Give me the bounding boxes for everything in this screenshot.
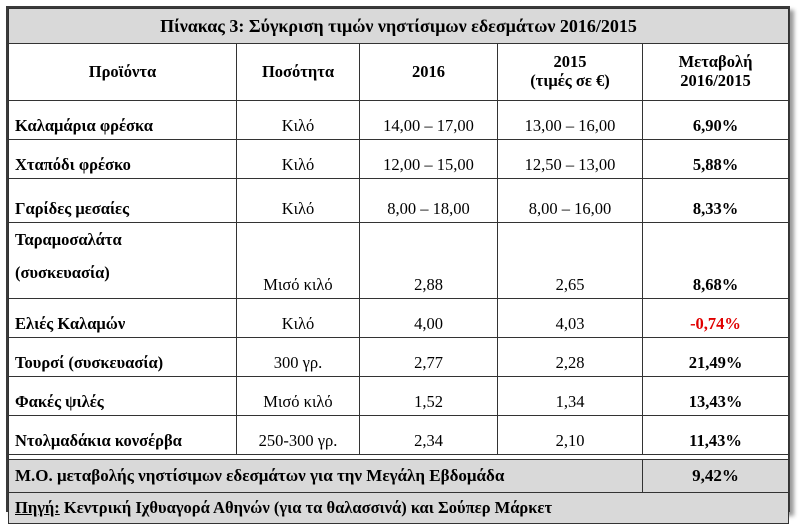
- product-name: Χταπόδι φρέσκο: [9, 140, 237, 179]
- price-2015: 13,00 – 16,00: [498, 101, 643, 140]
- header-2016: 2016: [360, 44, 498, 101]
- price-comparison-table: [6, 6, 790, 517]
- header-product: Προϊόντα: [9, 44, 237, 101]
- change-percent: 8,33%: [643, 179, 789, 223]
- product-name-line1: Ταραμοσαλάτα: [15, 230, 122, 249]
- source-row: [9, 493, 789, 524]
- change-percent: 21,49%: [643, 338, 789, 377]
- change-percent: 6,90%: [643, 101, 789, 140]
- quantity: 250-300 γρ.: [237, 416, 360, 455]
- header-quantity: Ποσότητα: [237, 44, 360, 101]
- price-2015: 1,34: [498, 377, 643, 416]
- quantity: Μισό κιλό: [237, 223, 360, 299]
- table-row: [9, 140, 789, 179]
- header-change-period: 2016/2015: [680, 71, 751, 90]
- product-name-line2: (συσκευασία): [15, 262, 110, 282]
- product-name: Γαρίδες μεσαίες: [9, 179, 237, 223]
- price-2016: 2,34: [360, 416, 498, 455]
- table: [8, 8, 789, 524]
- price-2016: 2,77: [360, 338, 498, 377]
- price-2016: 4,00: [360, 299, 498, 338]
- quantity: Μισό κιλό: [237, 377, 360, 416]
- price-2016: 14,00 – 17,00: [360, 101, 498, 140]
- product-name: Φακές ψιλές: [9, 377, 237, 416]
- title-row: [9, 9, 789, 44]
- table-row: [9, 338, 789, 377]
- change-percent: 5,88%: [643, 140, 789, 179]
- table-title: Πίνακας 3: Σύγκριση τιμών νηστίσιμων εδεσμάτων 2016/2015: [9, 9, 789, 44]
- source-text: Κεντρική Ιχθυαγορά Αθηνών (για τα θαλασσινά) και Σούπερ Μάρκετ: [59, 497, 553, 517]
- header-2015-year: 2015: [553, 52, 587, 72]
- table-row: [9, 179, 789, 223]
- table-row: [9, 101, 789, 140]
- header-change: [643, 44, 789, 101]
- header-row: [9, 44, 789, 101]
- table-row: [9, 223, 789, 299]
- change-percent-negative: -0,74%: [643, 299, 789, 338]
- price-2016: 2,88: [360, 223, 498, 299]
- average-row: [9, 460, 789, 493]
- product-name: [9, 223, 237, 299]
- price-2016: 1,52: [360, 377, 498, 416]
- price-2015: 12,50 – 13,00: [498, 140, 643, 179]
- quantity: Κιλό: [237, 299, 360, 338]
- price-2015: 2,65: [498, 223, 643, 299]
- change-percent: 11,43%: [643, 416, 789, 455]
- price-2016: 8,00 – 18,00: [360, 179, 498, 223]
- change-percent: 8,68%: [643, 223, 789, 299]
- source-note: [9, 493, 789, 524]
- table-row: [9, 299, 789, 338]
- price-2016: 12,00 – 15,00: [360, 140, 498, 179]
- price-2015: 8,00 – 16,00: [498, 179, 643, 223]
- quantity: Κιλό: [237, 140, 360, 179]
- product-name: Ντολμαδάκια κονσέρβα: [9, 416, 237, 455]
- header-change-label: Μεταβολή: [678, 52, 753, 72]
- header-2015: [498, 44, 643, 101]
- header-2015-unit: (τιμές σε €): [530, 71, 610, 90]
- price-2015: 2,10: [498, 416, 643, 455]
- price-2015: 2,28: [498, 338, 643, 377]
- quantity: Κιλό: [237, 179, 360, 223]
- table-row: [9, 416, 789, 455]
- quantity: Κιλό: [237, 101, 360, 140]
- change-percent: 13,43%: [643, 377, 789, 416]
- quantity: 300 γρ.: [237, 338, 360, 377]
- average-value: 9,42%: [643, 460, 789, 493]
- product-name: Ελιές Καλαμών: [9, 299, 237, 338]
- product-name: Καλαμάρια φρέσκα: [9, 101, 237, 140]
- price-2015: 4,03: [498, 299, 643, 338]
- source-label: Πηγή:: [15, 497, 60, 517]
- table-row: [9, 377, 789, 416]
- product-name: Τουρσί (συσκευασία): [9, 338, 237, 377]
- average-label: Μ.Ο. μεταβολής νηστίσιμων εδεσμάτων για την Μεγάλη Εβδομάδα: [9, 460, 643, 493]
